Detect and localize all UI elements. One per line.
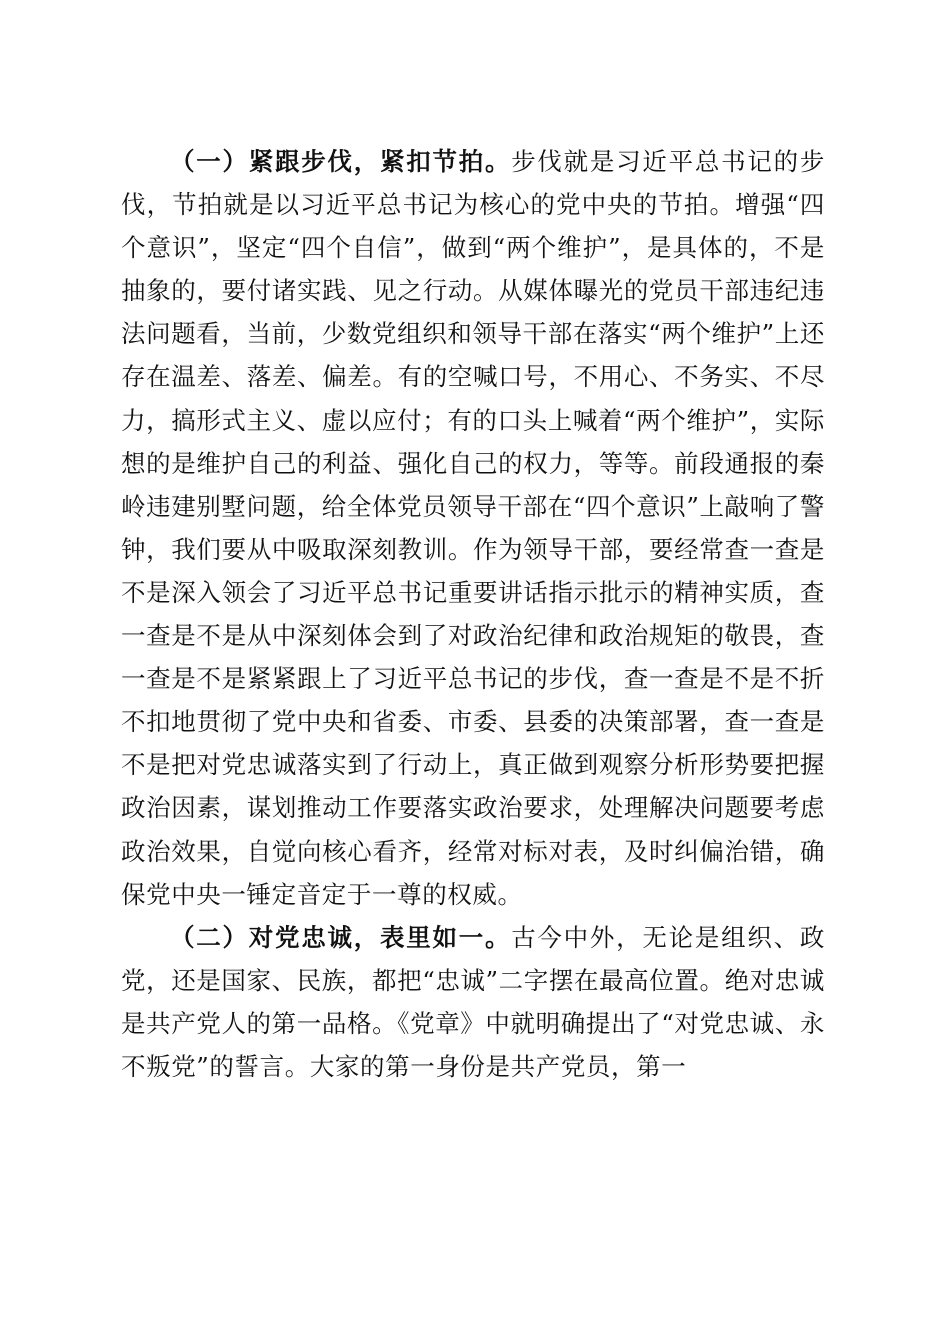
paragraph-1-text: 步伐就是习近平总书记的步伐，节拍就是以习近平总书记为核心的党中央的节拍。增强“四个意识”，坚定“四个自信”，做到“两个维护”，是具体的，不是抽象的，要付诸实践、见之行动。从媒体曝光的党员干部违纪违法问题看，当前，少数党组织和领导干部在落实“两个维护”上还存在温差、落差、偏差。有的空喊口号，不用心、不务实、不尽力，搞形式主义、虚以应付；有的口头上喊着“两个维护”，实际想的是维护自己的利益、强化自己的权力，等等。前段通报的秦岭违建别墅问题，给全体党员领导干部在“四个意识”上敲响了警钟，我们要从中吸取深刻教训。作为领导干部，要经常查一查是不是深入领会了习近平总书记重要讲话指示批示的精神实质，查一查是不是从中深刻体会到了对政治纪律和政治规矩的敬畏，查一查是不是紧紧跟上了习近平总书记的步伐，查一查是不是不折不扣地贯彻了党中央和省委、市委、县委的决策部署，查一查是不是把对党忠诚落实到了行动上，真正做到观察分析形势要把握政治因素，谋划推动工作要落实政治要求，处理解决问题要考虑政治效果，自觉向核心看齐，经常对标对表，及时纠偏治错，确保党中央一锤定音定于一尊的权威。 [121, 147, 825, 909]
paragraph-1 [121, 140, 825, 916]
paragraph-1-heading: （一）紧跟步伐，紧扣节拍。 [170, 147, 512, 176]
paragraph-2-text: 古今中外，无论是组织、政党，还是国家、民族，都把“忠诚”二字摆在最高位置。绝对忠诚是共产党人的第一品格。《党章》中就明确提出了“对党忠诚、永不叛党”的誓言。大家的第一身份是共产党员，第一 [121, 922, 825, 1081]
document-body [121, 140, 825, 1088]
paragraph-2-heading: （二）对党忠诚，表里如一。 [170, 922, 512, 952]
paragraph-2 [121, 916, 825, 1088]
